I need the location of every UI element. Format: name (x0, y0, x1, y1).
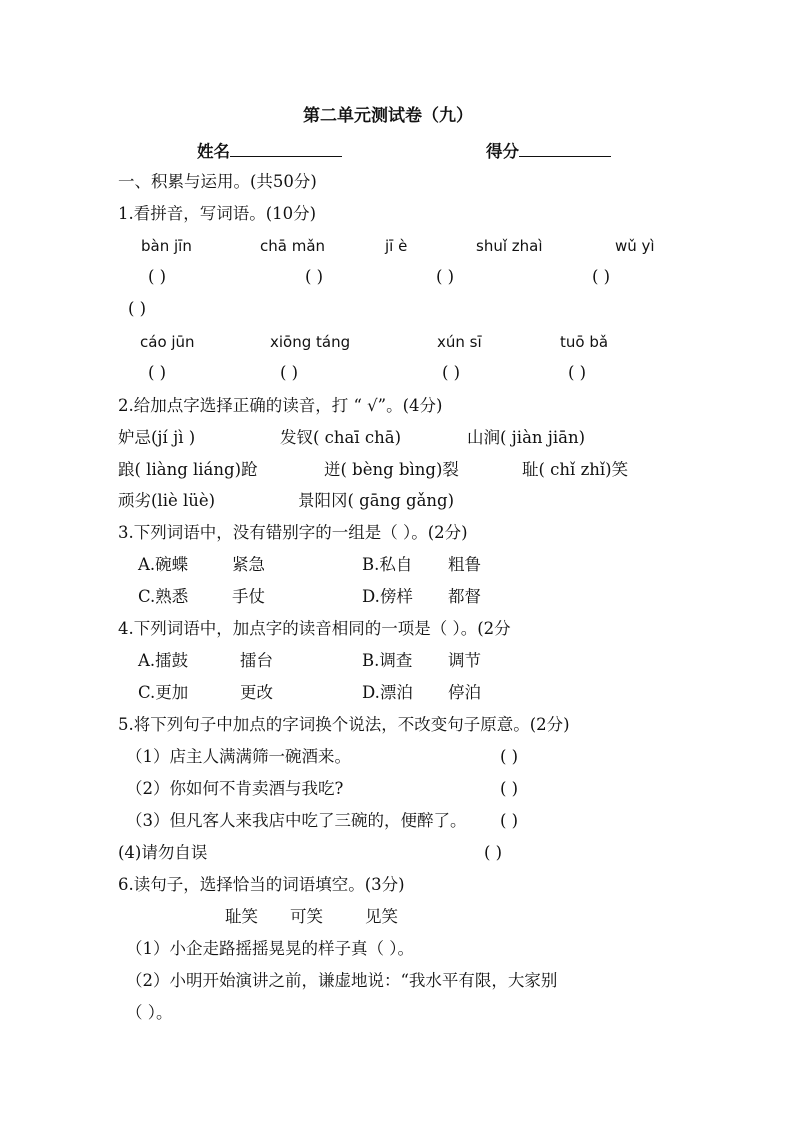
option-b-word: 粗鲁 (448, 555, 481, 574)
option-a[interactable]: A.擂鼓 (138, 651, 189, 670)
fill-sentence: （2）小明开始演讲之前，谦虚地说：“我水平有限，大家别 (126, 971, 558, 990)
reading-choice: 迸( bèng bìng)裂 (324, 460, 459, 479)
question-4-title: 4.下列词语中，加点字的读音相同的一项是（ ）。(2分 (118, 619, 511, 638)
answer-paren[interactable]: ( ) (484, 843, 503, 862)
pinyin: tuō bǎ (560, 333, 609, 351)
score-field (486, 140, 611, 162)
sentence-item: （3）但凡客人来我店中吃了三碗的，便醉了。 (126, 811, 467, 830)
fill-sentence: （ ）。 (126, 1003, 173, 1022)
answer-paren[interactable]: ( ) (148, 363, 167, 382)
answer-paren[interactable]: ( ) (592, 267, 611, 286)
answer-paren[interactable]: ( ) (500, 779, 519, 798)
option-c[interactable]: C.熟悉 (138, 587, 189, 606)
answer-paren[interactable]: ( ) (148, 267, 167, 286)
word-choice: 耻笑 (225, 907, 258, 926)
option-b-word: 调节 (448, 651, 481, 670)
sentence-item: （1）店主人满满筛一碗酒来。 (126, 747, 351, 766)
pinyin: shuǐ zhaì (476, 237, 543, 255)
pinyin: jī è (385, 237, 408, 255)
page-title: 第二单元测试卷（九） (303, 106, 473, 126)
reading-choice: 山涧( jiàn jiān) (467, 428, 586, 447)
question-2-title: 2.给加点字选择正确的读音，打 “ √”。(4分) (118, 396, 443, 415)
answer-paren[interactable]: ( ) (436, 267, 455, 286)
option-c[interactable]: C.更加 (138, 683, 189, 702)
word-choice: 可笑 (290, 907, 323, 926)
pinyin: xiōng táng (270, 333, 351, 351)
pinyin: xún sī (437, 333, 482, 351)
answer-paren[interactable]: ( ) (128, 299, 147, 318)
option-c-word: 手仗 (232, 587, 265, 606)
option-a[interactable]: A.碗蝶 (138, 555, 189, 574)
fill-sentence: （1）小企走路摇摇晃晃的样子真（ ）。 (126, 939, 414, 958)
answer-paren[interactable]: ( ) (500, 811, 519, 830)
section-heading: 一、积累与运用。(共50分) (118, 172, 317, 191)
answer-paren[interactable]: ( ) (442, 363, 461, 382)
answer-paren[interactable]: ( ) (568, 363, 587, 382)
option-a-word: 紧急 (232, 555, 265, 574)
option-b[interactable]: B.私自 (362, 555, 413, 574)
question-5-title: 5.将下列句子中加点的字词换个说法，不改变句子原意。(2分) (118, 715, 570, 734)
answer-paren[interactable]: ( ) (280, 363, 299, 382)
pinyin: cáo jūn (140, 333, 195, 351)
word-choice: 见笑 (365, 907, 398, 926)
option-d-word: 停泊 (448, 683, 481, 702)
reading-choice: 耻( chǐ zhǐ)笑 (522, 460, 629, 479)
reading-choice: 顽劣(liè lüè) (118, 491, 216, 510)
reading-choice: 发钗( chaī chā) (280, 428, 402, 447)
answer-paren[interactable]: ( ) (500, 747, 519, 766)
sentence-item: (4)请勿自误 (118, 843, 208, 862)
reading-choice: 妒忌(jí jì ) (118, 428, 196, 447)
name-blank[interactable] (230, 140, 342, 157)
pinyin: wǔ yì (615, 237, 655, 255)
reading-choice: 踉( liàng liáng)跄 (118, 460, 258, 479)
score-blank[interactable] (519, 140, 611, 157)
name-field (197, 140, 342, 162)
score-label: 得分 (486, 142, 519, 161)
reading-choice: 景阳冈( gāng gǎng) (298, 491, 455, 510)
option-b[interactable]: B.调查 (362, 651, 413, 670)
question-3-title: 3.下列词语中，没有错别字的一组是（ ）。(2分) (118, 523, 468, 542)
pinyin: chā mǎn (260, 237, 326, 255)
option-a-word: 擂台 (240, 651, 273, 670)
question-6-title: 6.读句子，选择恰当的词语填空。(3分) (118, 875, 405, 894)
question-1-title: 1.看拼音，写词语。(10分) (118, 204, 317, 223)
option-d[interactable]: D.傍样 (362, 587, 413, 606)
answer-paren[interactable]: ( ) (305, 267, 324, 286)
pinyin: bàn jīn (141, 237, 192, 255)
sentence-item: （2）你如何不肯卖酒与我吃? (126, 779, 344, 798)
option-c-word: 更改 (240, 683, 273, 702)
option-d-word: 都督 (448, 587, 481, 606)
name-label: 姓名 (197, 142, 230, 161)
option-d[interactable]: D.漂泊 (362, 683, 413, 702)
